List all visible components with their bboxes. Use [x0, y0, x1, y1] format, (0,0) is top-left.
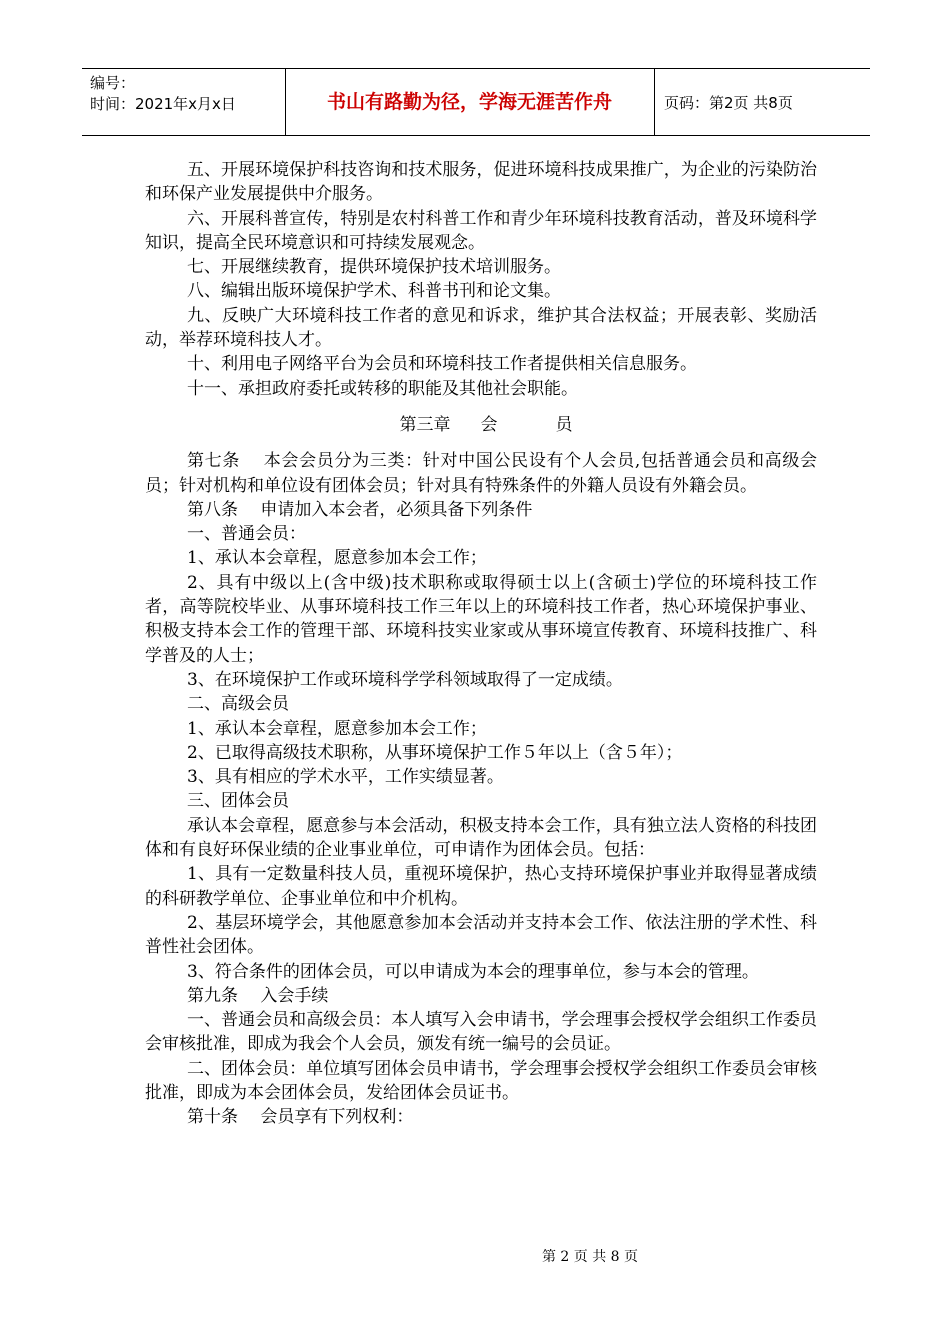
- paragraph: 五、开展环境保护科技咨询和技术服务，促进环境科技成果推广，为企业的污染防治和环保产业发展提供中介服务。: [145, 160, 817, 205]
- paragraph: 2、已取得高级技术职称，从事环境保护工作５年以上（含５年）；: [187, 742, 683, 763]
- header-meta: [90, 73, 236, 115]
- article: 第九条 入会手续: [187, 985, 329, 1006]
- paragraph: 三、团体会员: [187, 791, 289, 812]
- chapter-title-char: 会: [480, 414, 498, 435]
- paragraph: 十、利用电子网络平台为会员和环境科技工作者提供相关信息服务。: [187, 354, 697, 375]
- chapter-title-char: 员: [555, 414, 573, 435]
- paragraph: 二、高级会员: [187, 694, 289, 715]
- header-page-number: 页码：第2页 共8页: [664, 94, 793, 112]
- paragraph: 3、在环境保护工作或环境科学学科领域取得了一定成绩。: [187, 669, 623, 690]
- document-number: 编号：: [90, 74, 136, 92]
- paragraph: 六、开展科普宣传，特别是农村科普工作和青少年环境科技教育活动，普及环境科学知识，提高全民环境意识和可持续发展观念。: [145, 208, 817, 253]
- header-divider: [654, 69, 655, 135]
- article: 第八条 申请加入本会者，必须具备下列条件: [187, 499, 533, 520]
- paragraph: 2、具有中级以上(含中级)技术职称或取得硕士以上(含硕士)学位的环境科技工作者，高等院校毕业、从事环境科技工作三年以上的环境科技工作者，热心环境保护事业、积极支持本会工作的管理干部、环境科技实业家或从事环境宣传教育、环境科技推广、科学普及的人士；: [145, 572, 817, 666]
- paragraph: 十一、承担政府委托或转移的职能及其他社会职能。: [187, 378, 578, 399]
- chapter-number: 第三章: [399, 414, 451, 435]
- paragraph: 九、反映广大环境科技工作者的意见和诉求，维护其合法权益；开展表彰、奖励活动，举荐环境科技人才。: [145, 305, 817, 351]
- paragraph: 二、团体会员：单位填写团体会员申请书，学会理事会授权学会组织工作委员会审核批准，即成为本会团体会员，发给团体会员证书。: [145, 1058, 817, 1103]
- paragraph: 1、承认本会章程，愿意参加本会工作；: [187, 548, 487, 569]
- paragraph: 八、编辑出版环境保护学术、科普书刊和论文集。: [187, 281, 561, 302]
- document-date: 时间：2021年x月x日: [90, 95, 236, 113]
- paragraph: 一、普通会员和高级会员：本人填写入会申请书，学会理事会授权学会组织工作委员会审核批准，即成为我会个人会员，颁发有统一编号的会员证。: [145, 1010, 817, 1055]
- article: 第十条 会员享有下列权利：: [187, 1107, 414, 1128]
- article: 第七条 本会会员分为三类：针对中国公民设有个人会员,包括普通会员和高级会员；针对机构和单位设有团体会员；针对具有特殊条件的外籍人员设有外籍会员。: [145, 451, 817, 496]
- paragraph: 2、基层环境学会，其他愿意参加本会活动并支持本会工作、依法注册的学术性、科普性社会团体。: [145, 912, 817, 958]
- document-body: [145, 158, 817, 1130]
- paragraph: 1、承认本会章程，愿意参加本会工作；: [187, 718, 487, 739]
- page-footer: 第 2 页 共 8 页: [541, 1249, 639, 1265]
- paragraph: 一、普通会员：: [187, 524, 306, 545]
- header-motto: 书山有路勤为径，学海无涯苦作舟: [326, 91, 612, 113]
- paragraph: 3、符合条件的团体会员，可以申请成为本会的理事单位，参与本会的管理。: [187, 961, 759, 982]
- paragraph: 1、具有一定数量科技人员，重视环境保护，热心支持环境保护事业并取得显著成绩的科研教学单位、企事业单位和中介机构。: [145, 864, 817, 909]
- paragraph: 3、具有相应的学术水平，工作实绩显著。: [187, 767, 504, 788]
- chapter-heading: [145, 413, 817, 437]
- paragraph: 承认本会章程，愿意参与本会活动，积极支持本会工作，具有独立法人资格的科技团体和有良好环保业绩的企业事业单位，可申请作为团体会员。包括：: [145, 815, 817, 861]
- document-header: [82, 68, 870, 136]
- paragraph: 七、开展继续教育，提供环境保护技术培训服务。: [187, 257, 561, 278]
